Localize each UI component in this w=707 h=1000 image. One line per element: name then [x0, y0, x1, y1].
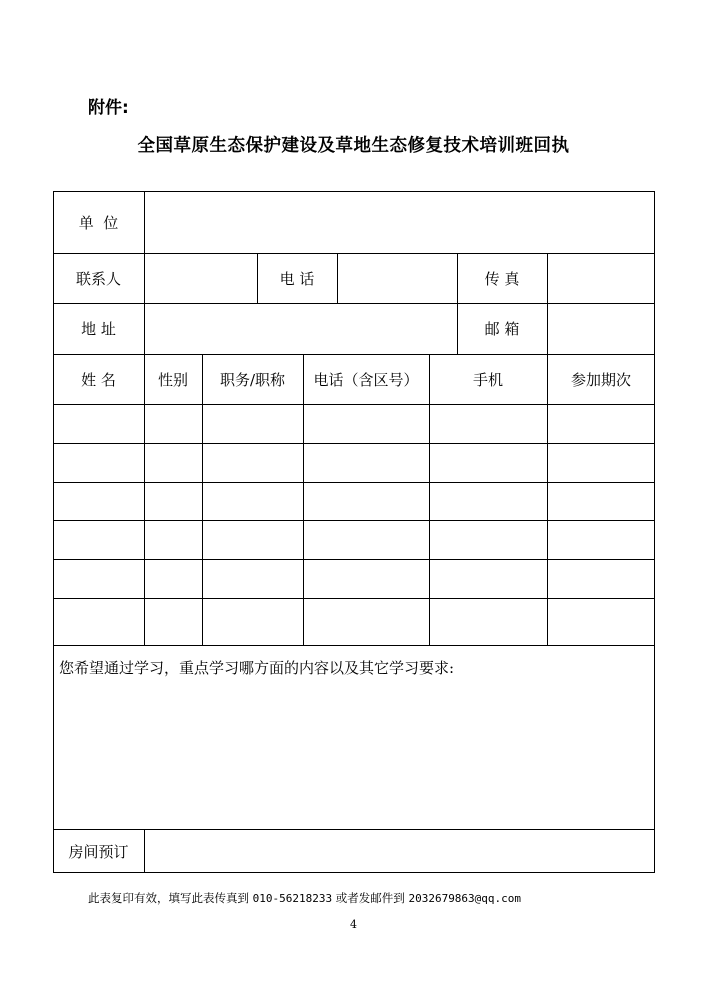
email-label: 邮 箱 [484, 320, 520, 338]
fax-label: 传 真 [484, 269, 520, 288]
unit-label: 单 位 [78, 213, 119, 232]
address-label: 地 址 [81, 320, 116, 338]
fax-field[interactable] [548, 253, 655, 303]
row-divider [53, 645, 655, 646]
column-header-session: 参加期次 [570, 370, 631, 389]
column-header-mobile: 手机 [472, 370, 503, 389]
unit-field[interactable] [145, 191, 655, 253]
contact-field[interactable] [145, 253, 257, 303]
room-booking-label: 房间预订 [68, 842, 129, 861]
footer-text-middle: 或者发邮件到 [335, 891, 405, 905]
column-header-position: 职务/职称 [219, 370, 286, 389]
footer-text-prefix: 此表复印有效，填写此表传真到 [88, 891, 249, 905]
column-header-name: 姓 名 [81, 370, 116, 389]
page-number: 4 [350, 918, 357, 931]
column-header-phone: 电话（含区号） [313, 370, 419, 389]
registration-form [53, 191, 655, 873]
address-field[interactable] [145, 303, 457, 354]
footer-fax-number: 010-56218233 [252, 892, 333, 905]
room-booking-field[interactable] [145, 829, 655, 873]
page-title: 全国草原生态保护建设及草地生态修复技术培训班回执 [137, 136, 570, 156]
attachment-label: 附件: [88, 98, 129, 118]
learning-request-field[interactable] [53, 681, 655, 829]
footer-note [88, 890, 521, 906]
phone-field[interactable] [338, 253, 457, 303]
email-field[interactable] [548, 303, 655, 354]
column-header-gender: 性别 [157, 370, 188, 389]
contact-label: 联系人 [75, 269, 121, 288]
phone-label: 电 话 [279, 269, 315, 288]
footer-email: 2032679863@qq.com [408, 892, 522, 905]
learning-request-label: 您希望通过学习，重点学习哪方面的内容以及其它学习要求: [59, 659, 455, 677]
